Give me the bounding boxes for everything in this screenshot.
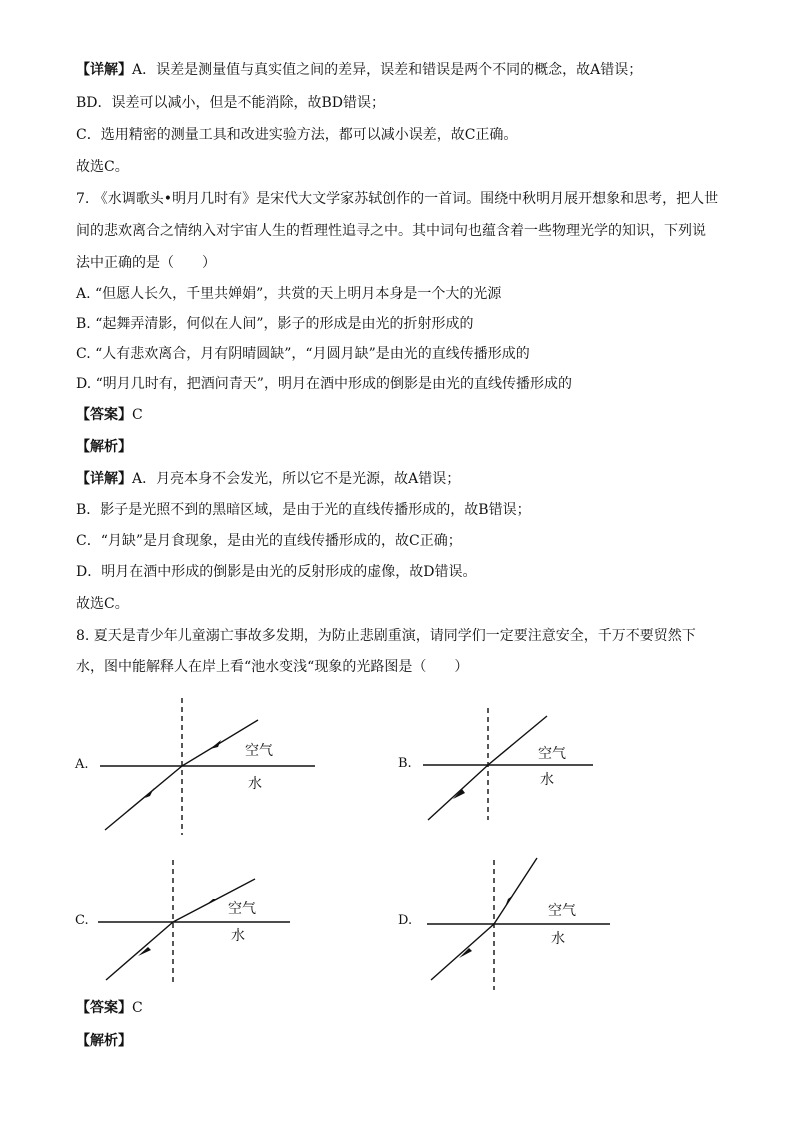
q6-detail-a <box>76 60 642 80</box>
q8-stem-line1: 8. 夏天是青少年儿童溺亡事故多发期，为防止悲剧重演，请同学们一定要注意安全，千万不要贸然下 <box>76 628 696 644</box>
q6-detail-bd: BD．误差可以减小，但是不能消除，故BD错误； <box>76 95 386 111</box>
q7-stem-line2: 间的悲欢离合之情纳入对宇宙人生的哲理性追寻之中。其中词句也蕴含着一些物理光学的知识，下列说 <box>76 223 706 239</box>
arrow-head <box>210 740 221 749</box>
water-label: 水 <box>540 772 554 788</box>
light-path-diagram-a <box>70 690 330 840</box>
q6-detail-c: C．选用精密的测量工具和改进实验方法，都可以减小误差，故C正确。 <box>76 127 518 143</box>
q7-detail-a <box>76 469 460 489</box>
detail-tag: 【详解】 <box>76 471 132 487</box>
diagram-c <box>70 855 310 995</box>
refracted-ray <box>494 858 537 924</box>
q8-analysis-tag: 【解析】 <box>76 1033 132 1049</box>
q7-option-c: C. “人有悲欢离合，月有阴晴圆缺”，“月圆月缺”是由光的直线传播形成的 <box>76 346 530 362</box>
diagram-label: A. <box>75 757 89 772</box>
diagram-d <box>395 855 635 995</box>
air-label: 空气 <box>245 743 273 759</box>
q7-option-b: B. “起舞弄清影，何似在人间”，影子的形成是由光的折射形成的 <box>76 316 474 332</box>
q7-stem-line3: 法中正确的是（ ） <box>76 255 216 271</box>
q7-answer <box>76 405 143 425</box>
water-label: 水 <box>248 776 262 792</box>
q7-detail-c: C．“月缺”是月食现象，是由光的直线传播形成的，故C正确； <box>76 533 462 549</box>
q7-option-a: A. “但愿人长久，千里共婵娟”，共赏的天上明月本身是一个大的光源 <box>76 286 502 302</box>
diagram-label: B. <box>398 756 412 771</box>
q7-stem-line1: 7. 《水调歌头•明月几时有》是宋代大文学家苏轼创作的一首词。围绕中秋明月展开想象和思考，把人世 <box>76 191 719 207</box>
answer-value: C <box>132 407 143 423</box>
air-label: 空气 <box>538 746 566 762</box>
q6-detail-a-text: A．误差是测量值与真实值之间的差异，误差和错误是两个不同的概念，故A错误； <box>132 62 643 78</box>
arrow-head <box>453 789 465 799</box>
incident-ray <box>106 922 173 980</box>
answer-tag: 【答案】 <box>76 1000 132 1016</box>
refracted-ray <box>105 766 182 830</box>
q8-answer <box>76 998 143 1018</box>
air-label: 空气 <box>548 903 576 919</box>
answer-value: C <box>132 1000 143 1016</box>
q7-detail-b: B．影子是光照不到的黑暗区域，是由于光的直线传播形成的，故B错误； <box>76 502 531 518</box>
incident-ray <box>428 765 488 820</box>
diagram-label: D. <box>398 913 413 928</box>
incident-ray <box>431 924 494 980</box>
water-label: 水 <box>551 931 565 947</box>
q6-choose: 故选C。 <box>76 159 129 175</box>
detail-tag: 【详解】 <box>76 62 132 78</box>
q7-analysis-tag: 【解析】 <box>76 439 132 455</box>
water-label: 水 <box>231 928 245 944</box>
q7-option-d: D. “明月几时有，把酒问青天”，明月在酒中形成的倒影是由光的直线传播形成的 <box>76 376 572 392</box>
q7-detail-d: D．明月在酒中形成的倒影是由光的反射形成的虚像，故D错误。 <box>76 564 477 580</box>
diagram-b <box>395 700 635 840</box>
diagram-label: C. <box>75 913 89 928</box>
q8-stem-line2: 水，图中能解释人在岸上看“池水变浅“现象的光路图是（ ） <box>76 659 469 675</box>
light-path-diagram-d <box>395 855 635 995</box>
diagram-a <box>70 690 330 840</box>
light-path-diagram-b <box>395 700 635 840</box>
air-label: 空气 <box>228 901 256 917</box>
answer-tag: 【答案】 <box>76 407 132 423</box>
q7-choose: 故选C。 <box>76 596 129 612</box>
q7-detail-a-text: A．月亮本身不会发光，所以它不是光源，故A错误； <box>132 471 461 487</box>
light-path-diagram-c <box>70 855 310 995</box>
